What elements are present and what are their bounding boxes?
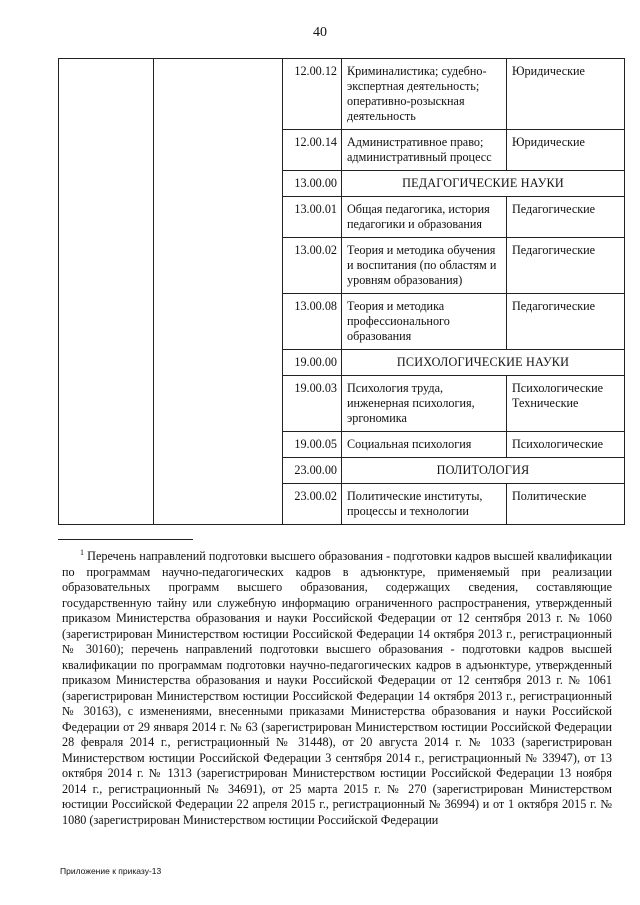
specialties-table <box>58 58 625 525</box>
code-cell: 19.00.00 <box>283 350 342 376</box>
blank-cell <box>59 432 154 458</box>
blank-cell <box>59 197 154 238</box>
footnote <box>62 545 612 828</box>
code-cell: 12.00.14 <box>283 130 342 171</box>
code-cell: 19.00.03 <box>283 376 342 432</box>
footnote-separator <box>58 539 193 540</box>
specialty-name-cell: Теория и методика профессионального образования <box>342 294 507 350</box>
footnote-marker: 1 <box>80 548 84 557</box>
table-group-row <box>59 171 625 197</box>
blank-cell <box>154 294 283 350</box>
footnote-text: Перечень направлений подготовки высшего образования - подготовки кадров высшей квалификации по программам научно-педагогических кадров в адъюнктуре, применяемый при реализации образовательных программ высшего образования, содержащих сведения, составляющие государственную тайну или служебную информацию ограниченного распространения, утвержденный приказом Министерства образования и науки Российской Федерации от 12 сентября 2013 г. № 1060 (зарегистрирован Министерством юстиции Российской Федерации 14 октября 2013 г., регистрационный № 30160); перечень направлений подготовки высшего образования - подготовки кадров высшей квалификации по программам подготовки научно-педагогических кадров в адъюнктуре, утвержденный приказом Министерства образования и науки Российской Федерации от 12 сентября 2013 г. № 1061 (зарегистрирован Министерством юстиции Российской Федерации 14 октября 2013 г., регистрационный № 30163), с изменениями, внесенными приказами Министерства образования и науки Российской Федерации от 29 января 2014 г. № 63 (зарегистрирован Министерством юстиции Российской Федерации 28 февраля 2014 г., регистрационный № 31448), от 20 августа 2014 г. № 1033 (зарегистрирован Министерством юстиции Российской Федерации 3 сентября 2014 г., регистрационный № 33947), от 13 октября 2014 г. № 1313 (зарегистрирован Министерством юстиции Российской Федерации 13 ноября 2014 г., регистрационный № 34691), от 25 марта 2015 г. № 270 (зарегистрирован Министерством юстиции Российской Федерации 22 апреля 2015 г., регистрационный № 36994) и от 1 октября 2015 г. № 1080 (зарегистрирован Министерством юстиции Российской Федерации <box>62 549 612 827</box>
blank-cell <box>154 484 283 525</box>
table-group-row <box>59 458 625 484</box>
blank-cell <box>59 294 154 350</box>
specialty-name-cell: Общая педагогика, история педагогики и образования <box>342 197 507 238</box>
blank-cell <box>154 350 283 376</box>
specialty-name-cell: Социальная психология <box>342 432 507 458</box>
blank-cell <box>154 432 283 458</box>
table-row <box>59 130 625 171</box>
blank-cell <box>59 458 154 484</box>
table-row <box>59 238 625 294</box>
science-field-cell: Юридические <box>507 130 625 171</box>
specialty-name-cell: Административное право; административный процесс <box>342 130 507 171</box>
blank-cell <box>59 130 154 171</box>
science-field-cell: Педагогические <box>507 238 625 294</box>
table-row <box>59 432 625 458</box>
code-cell: 12.00.12 <box>283 59 342 130</box>
blank-cell <box>59 350 154 376</box>
blank-cell <box>59 171 154 197</box>
code-cell: 19.00.05 <box>283 432 342 458</box>
table-row <box>59 59 625 130</box>
code-cell: 13.00.08 <box>283 294 342 350</box>
science-field-cell: Педагогические <box>507 197 625 238</box>
code-cell: 13.00.01 <box>283 197 342 238</box>
blank-cell <box>154 238 283 294</box>
blank-cell <box>59 238 154 294</box>
specialty-name-cell: Криминалистика; судебно-экспертная деятельность; оперативно-розыскная деятельность <box>342 59 507 130</box>
page-number: 40 <box>313 25 327 40</box>
code-cell: 23.00.00 <box>283 458 342 484</box>
blank-cell <box>154 458 283 484</box>
blank-cell <box>154 171 283 197</box>
science-field-cell: Юридические <box>507 59 625 130</box>
table-row <box>59 197 625 238</box>
blank-cell <box>59 484 154 525</box>
science-field-cell: Педагогические <box>507 294 625 350</box>
code-cell: 13.00.00 <box>283 171 342 197</box>
blank-cell <box>59 59 154 130</box>
code-cell: 23.00.02 <box>283 484 342 525</box>
bottom-note: Приложение к приказу-13 <box>60 866 162 876</box>
science-field-cell: Психологические <box>507 432 625 458</box>
table-row <box>59 376 625 432</box>
blank-cell <box>154 376 283 432</box>
blank-cell <box>154 130 283 171</box>
group-name-cell: ПСИХОЛОГИЧЕСКИЕ НАУКИ <box>342 350 625 376</box>
blank-cell <box>59 376 154 432</box>
code-cell: 13.00.02 <box>283 238 342 294</box>
specialty-name-cell: Политические институты, процессы и технологии <box>342 484 507 525</box>
blank-cell <box>154 197 283 238</box>
specialty-name-cell: Теория и методика обучения и воспитания (по областям и уровням образования) <box>342 238 507 294</box>
table-row <box>59 484 625 525</box>
table-group-row <box>59 350 625 376</box>
science-field-cell: Политические <box>507 484 625 525</box>
group-name-cell: ПОЛИТОЛОГИЯ <box>342 458 625 484</box>
blank-cell <box>154 59 283 130</box>
science-field-cell: Психологические Технические <box>507 376 625 432</box>
table-row <box>59 294 625 350</box>
group-name-cell: ПЕДАГОГИЧЕСКИЕ НАУКИ <box>342 171 625 197</box>
specialty-name-cell: Психология труда, инженерная психология, эргономика <box>342 376 507 432</box>
